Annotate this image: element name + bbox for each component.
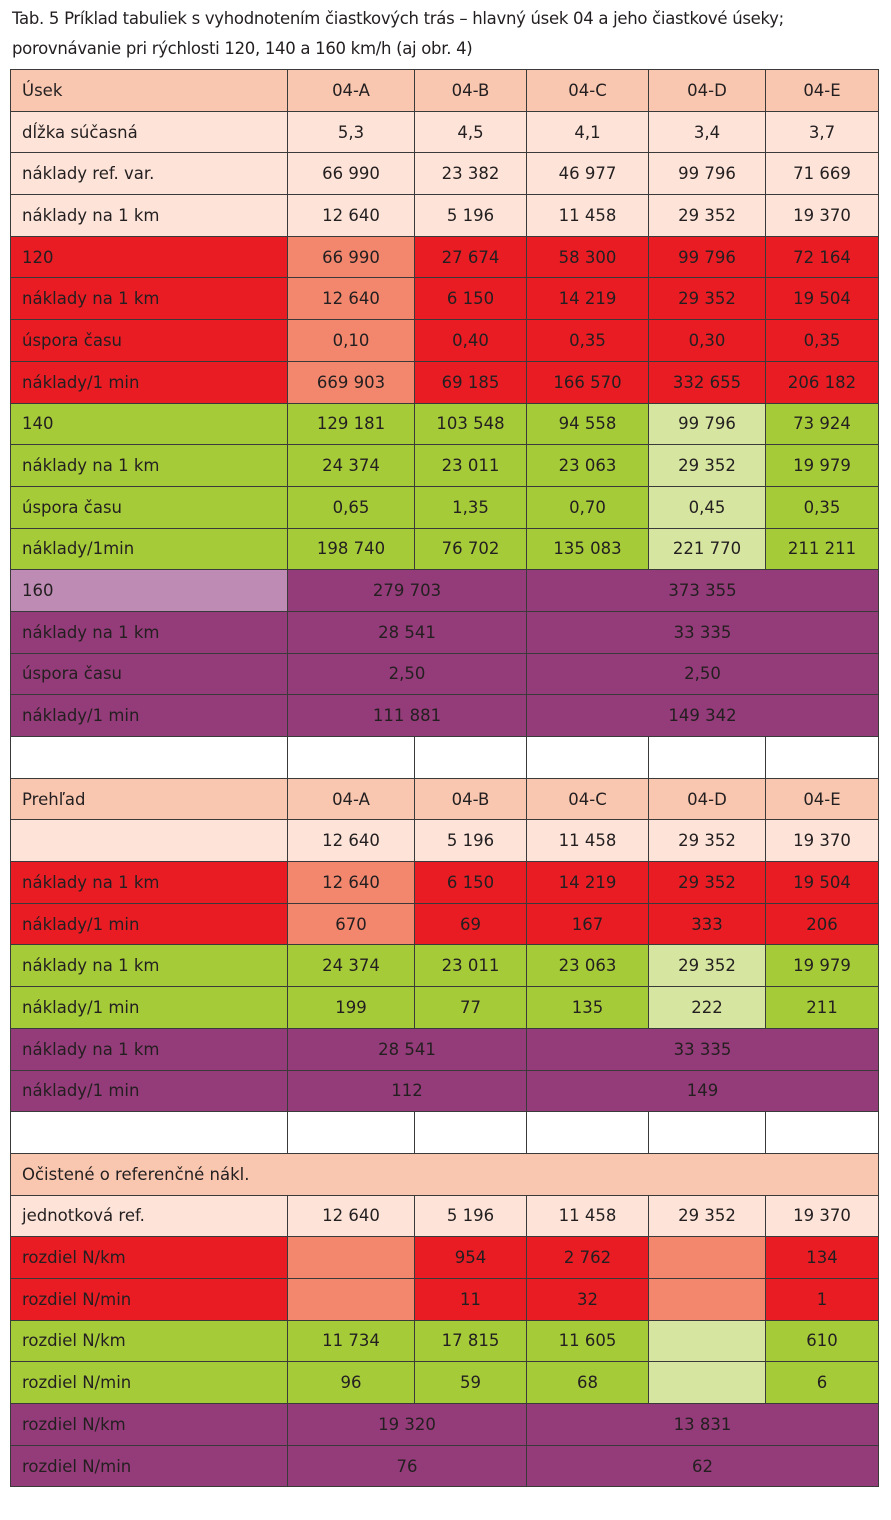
table-cell-04-d: 332 655 [649,361,766,403]
table-cell-04-d: 221 770 [649,528,766,570]
table-cell-04-c: 135 [527,987,649,1029]
table-cell-04-a: 66 990 [288,236,415,278]
merged-cell-04-c-e: 149 342 [527,695,879,737]
table-row [11,403,879,445]
table-row [11,1112,879,1154]
row-label-cell: náklady ref. var. [11,153,288,195]
table-cell-04-e: 19 370 [766,820,879,862]
table-cell-04-a: 12 640 [288,278,415,320]
table-cell-04-d: 222 [649,987,766,1029]
row-label-cell: náklady/1 min [11,1070,288,1112]
table-row [11,1404,879,1446]
table-cell-04-d: 29 352 [649,195,766,237]
table-cell-04-c: 68 [527,1362,649,1404]
merged-cell-04-c-e: 62 [527,1445,879,1487]
table-cell-04-c: 23 063 [527,945,649,987]
table-cell-04-b: 6 150 [415,862,527,904]
row-label-cell: rozdiel N/min [11,1362,288,1404]
table-cell-04-d [649,1320,766,1362]
table-cell-04-e [766,737,879,779]
table-cell-04-e: 04-E [766,778,879,820]
merged-cell-04-a-b: 76 [288,1445,527,1487]
table-cell-04-d: 29 352 [649,945,766,987]
table-cell-04-d: 3,4 [649,111,766,153]
table-cell-04-d [649,1278,766,1320]
row-label-cell: náklady/1 min [11,695,288,737]
merged-cell-04-a-b: 112 [288,1070,527,1112]
row-label-cell: náklady na 1 km [11,195,288,237]
row-label-cell: jednotková ref. [11,1195,288,1237]
row-label-cell: 140 [11,403,288,445]
table-row [11,653,879,695]
table-cell-04-a: 199 [288,987,415,1029]
table-body [11,70,879,1487]
row-label-cell: rozdiel N/km [11,1404,288,1446]
table-cell-04-d: 99 796 [649,153,766,195]
table-cell-04-a [288,737,415,779]
table-row [11,1445,879,1487]
table-row [11,1278,879,1320]
table-cell-04-e: 71 669 [766,153,879,195]
table-row [11,153,879,195]
table-cell-04-e: 19 370 [766,195,879,237]
table-cell-04-a: 11 734 [288,1320,415,1362]
merged-cell-04-a-b: 279 703 [288,570,527,612]
table-cell-04-d [649,1362,766,1404]
table-cell-04-c: 0,35 [527,320,649,362]
merged-cell-04-c-e: 373 355 [527,570,879,612]
row-label-cell: náklady na 1 km [11,611,288,653]
table-row [11,611,879,653]
section-header-cell: Očistené o referenčné nákl. [11,1153,879,1195]
table-cell-04-a: 12 640 [288,820,415,862]
table-cell-04-b: 23 011 [415,945,527,987]
merged-cell-04-c-e: 2,50 [527,653,879,695]
table-cell-04-c: 11 458 [527,195,649,237]
merged-cell-04-a-b: 28 541 [288,1028,527,1070]
table-row [11,903,879,945]
row-label-cell: Prehľad [11,778,288,820]
table-cell-04-c: 0,70 [527,486,649,528]
row-label-cell: rozdiel N/km [11,1237,288,1279]
table-cell-04-e: 19 370 [766,1195,879,1237]
table-cell-04-c: 94 558 [527,403,649,445]
table-row [11,111,879,153]
table-row [11,70,879,112]
table-cell-04-a: 0,10 [288,320,415,362]
table-cell-04-b: 103 548 [415,403,527,445]
table-row [11,945,879,987]
table-cell-04-d: 04-D [649,70,766,112]
table-row [11,195,879,237]
table-row [11,570,879,612]
table-cell-04-e: 134 [766,1237,879,1279]
table-row [11,278,879,320]
table-cell-04-c: 4,1 [527,111,649,153]
table-cell-04-c: 11 458 [527,820,649,862]
merged-cell-04-a-b: 28 541 [288,611,527,653]
table-row [11,236,879,278]
row-label-cell: náklady na 1 km [11,862,288,904]
row-label-cell: náklady/1min [11,528,288,570]
table-cell-04-e: 19 504 [766,862,879,904]
table-cell-04-e: 73 924 [766,403,879,445]
table-cell-04-b: 77 [415,987,527,1029]
table-cell-04-d: 0,45 [649,486,766,528]
table-cell-04-d: 29 352 [649,862,766,904]
table-cell-04-e: 211 [766,987,879,1029]
table-row [11,445,879,487]
table-cell-04-e: 6 [766,1362,879,1404]
table-row [11,1028,879,1070]
table-cell-04-e: 0,35 [766,320,879,362]
table-cell-04-e: 610 [766,1320,879,1362]
row-label-cell [11,820,288,862]
table-row [11,528,879,570]
row-label-cell: náklady na 1 km [11,445,288,487]
table-row [11,361,879,403]
table-cell-04-c [527,737,649,779]
table-cell-04-e: 0,35 [766,486,879,528]
merged-cell-04-c-e: 149 [527,1070,879,1112]
table-row [11,778,879,820]
row-label-cell: rozdiel N/km [11,1320,288,1362]
row-label-cell: Úsek [11,70,288,112]
table-cell-04-b: 23 382 [415,153,527,195]
merged-cell-04-c-e: 33 335 [527,1028,879,1070]
table-cell-04-b: 0,40 [415,320,527,362]
table-cell-04-a: 12 640 [288,195,415,237]
table-cell-04-e: 19 979 [766,945,879,987]
table-cell-04-e: 19 979 [766,445,879,487]
table-cell-04-a: 12 640 [288,862,415,904]
table-cell-04-d: 333 [649,903,766,945]
comparison-table [10,69,879,1487]
row-label-cell: 160 [11,570,288,612]
table-cell-04-d: 99 796 [649,403,766,445]
table-cell-04-e: 1 [766,1278,879,1320]
table-cell-04-c: 23 063 [527,445,649,487]
table-row [11,737,879,779]
row-label-cell: úspora času [11,653,288,695]
table-cell-04-d: 04-D [649,778,766,820]
table-cell-04-e: 211 211 [766,528,879,570]
table-row [11,987,879,1029]
table-cell-04-a: 129 181 [288,403,415,445]
table-cell-04-a [288,1112,415,1154]
table-cell-04-c: 11 605 [527,1320,649,1362]
table-cell-04-b: 5 196 [415,820,527,862]
table-cell-04-c: 14 219 [527,862,649,904]
table-cell-04-c: 2 762 [527,1237,649,1279]
table-cell-04-a: 24 374 [288,945,415,987]
table-cell-04-b [415,1112,527,1154]
table-cell-04-b: 76 702 [415,528,527,570]
table-row [11,1195,879,1237]
table-cell-04-d: 29 352 [649,820,766,862]
table-cell-04-c: 04-C [527,778,649,820]
table-cell-04-a: 04-A [288,70,415,112]
table-row [11,1237,879,1279]
table-cell-04-d: 29 352 [649,445,766,487]
table-cell-04-a: 04-A [288,778,415,820]
table-cell-04-d: 29 352 [649,1195,766,1237]
table-cell-04-a: 66 990 [288,153,415,195]
table-row [11,820,879,862]
table-cell-04-b [415,737,527,779]
table-cell-04-b: 27 674 [415,236,527,278]
table-cell-04-a: 670 [288,903,415,945]
table-cell-04-e: 19 504 [766,278,879,320]
table-cell-04-c: 14 219 [527,278,649,320]
table-row [11,1320,879,1362]
row-label-cell: úspora času [11,320,288,362]
row-label-cell: náklady/1 min [11,361,288,403]
row-label-cell: 120 [11,236,288,278]
table-cell-04-b: 5 196 [415,195,527,237]
row-label-cell: náklady/1 min [11,987,288,1029]
row-label-cell [11,737,288,779]
table-cell-04-c: 166 570 [527,361,649,403]
row-label-cell: rozdiel N/min [11,1278,288,1320]
table-cell-04-b: 69 [415,903,527,945]
table-cell-04-d: 99 796 [649,236,766,278]
table-cell-04-a: 96 [288,1362,415,1404]
table-row [11,1153,879,1195]
row-label-cell: náklady na 1 km [11,1028,288,1070]
table-row [11,486,879,528]
table-row [11,1070,879,1112]
merged-cell-04-a-b: 2,50 [288,653,527,695]
table-cell-04-d [649,737,766,779]
table-cell-04-d: 29 352 [649,278,766,320]
table-caption: Tab. 5 Príklad tabuliek s vyhodnotením čiastkových trás – hlavný úsek 04 a jeho čiastkové úseky; porovnávanie pri rýchlosti 120, 140 a 160 km/h (aj obr. 4) [12,9,784,58]
table-cell-04-b: 954 [415,1237,527,1279]
merged-cell-04-c-e: 13 831 [527,1404,879,1446]
table-cell-04-e: 04-E [766,70,879,112]
table-cell-04-b: 59 [415,1362,527,1404]
table-cell-04-a [288,1237,415,1279]
table-row [11,862,879,904]
table-cell-04-e: 206 182 [766,361,879,403]
table-cell-04-b: 17 815 [415,1320,527,1362]
table-cell-04-b: 04-B [415,778,527,820]
row-label-cell: rozdiel N/min [11,1445,288,1487]
merged-cell-04-a-b: 19 320 [288,1404,527,1446]
merged-cell-04-c-e: 33 335 [527,611,879,653]
table-row [11,320,879,362]
table-cell-04-d [649,1112,766,1154]
table-cell-04-c: 167 [527,903,649,945]
table-cell-04-b: 23 011 [415,445,527,487]
table-cell-04-b: 1,35 [415,486,527,528]
row-label-cell: náklady na 1 km [11,945,288,987]
merged-cell-04-a-b: 111 881 [288,695,527,737]
table-cell-04-d: 0,30 [649,320,766,362]
table-cell-04-b: 69 185 [415,361,527,403]
table-cell-04-b: 5 196 [415,1195,527,1237]
table-cell-04-c: 11 458 [527,1195,649,1237]
table-cell-04-e: 206 [766,903,879,945]
table-cell-04-c: 32 [527,1278,649,1320]
table-cell-04-a [288,1278,415,1320]
table-cell-04-e: 72 164 [766,236,879,278]
table-row [11,695,879,737]
table-cell-04-b: 4,5 [415,111,527,153]
row-label-cell: dĺžka súčasná [11,111,288,153]
table-cell-04-c: 135 083 [527,528,649,570]
table-cell-04-a: 5,3 [288,111,415,153]
table-cell-04-a: 12 640 [288,1195,415,1237]
row-label-cell: náklady na 1 km [11,278,288,320]
table-cell-04-b: 6 150 [415,278,527,320]
table-cell-04-c: 46 977 [527,153,649,195]
row-label-cell: náklady/1 min [11,903,288,945]
table-cell-04-a: 198 740 [288,528,415,570]
table-cell-04-b: 11 [415,1278,527,1320]
table-cell-04-e: 3,7 [766,111,879,153]
table-cell-04-a: 0,65 [288,486,415,528]
table-cell-04-c: 58 300 [527,236,649,278]
row-label-cell: úspora času [11,486,288,528]
table-cell-04-a: 24 374 [288,445,415,487]
table-cell-04-d [649,1237,766,1279]
table-cell-04-c: 04-C [527,70,649,112]
table-cell-04-a: 669 903 [288,361,415,403]
row-label-cell [11,1112,288,1154]
table-cell-04-e [766,1112,879,1154]
table-row [11,1362,879,1404]
table-cell-04-b: 04-B [415,70,527,112]
table-cell-04-c [527,1112,649,1154]
